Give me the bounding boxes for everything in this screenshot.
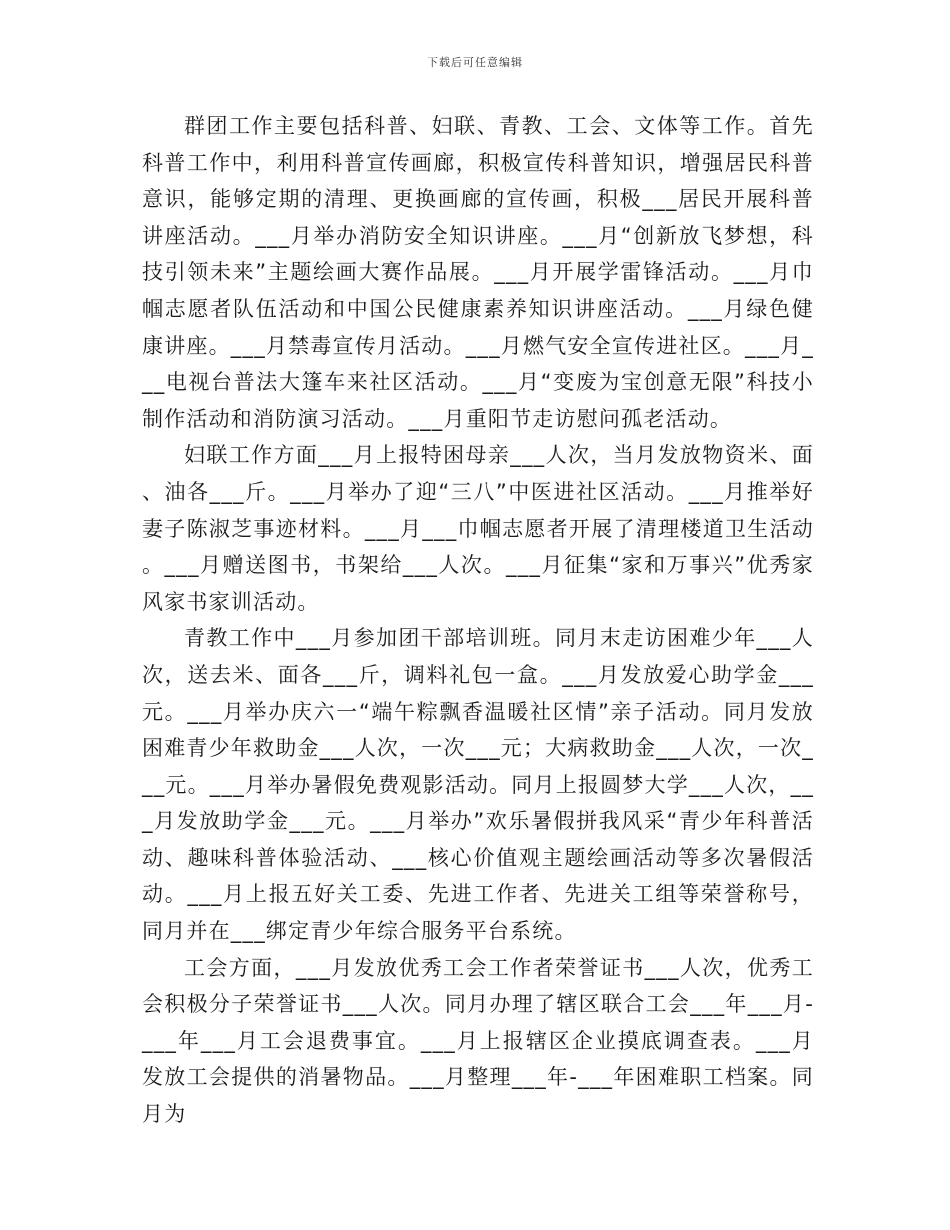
paragraph-youth-education: 青教工作中___月参加团干部培训班。同月末走访困难少年___人次，送去米、面各___斤，调料礼包一盒。___月发放爱心助学金___元。___月举办庆六一“端午粽飘香温暖社区情”亲子活动。同月发放困难青少年救助金___人次，一次___元；大病救助金___人次，一次___元。___月举办暑假免费观影活动。同月上报圆梦大学___人次，___月发放助学金___元。___月举办”欢乐暑假拼我风采“青少年科普活动、趣味科普体验活动、___核心价值观主题绘画活动等多次暑假活动。___月上报五好关工委、先进工作者、先进关工组等荣誉称号，同月并在___绑定青少年综合服务平台系统。 [142, 626, 814, 944]
paragraph-womens-federation: 妇联工作方面___月上报特困母亲___人次，当月发放物资米、面、油各___斤。___月举办了迎“三八”中医进社区活动。___月推举好妻子陈淑芝事迹材料。___月___巾帼志愿者开展了清理楼道卫生活动。___月赠送图书，书架给___人次。___月征集“家和万事兴”优秀家风家书家训活动。 [142, 443, 814, 614]
document-body [142, 108, 814, 1133]
page-header-note: 下载后可任意编辑 [427, 56, 523, 69]
paragraph-trade-union: 工会方面，___月发放优秀工会工作者荣誉证书___人次，优秀工会积极分子荣誉证书___人次。同月办理了辖区联合工会___年___月-___年___月工会退费事宜。___月上报辖区企业摸底调查表。___月发放工会提供的消暑物品。___月整理___年-___年困难职工档案。同月为 [142, 955, 814, 1127]
paragraph-science: 群团工作主要包括科普、妇联、青教、工会、文体等工作。首先科普工作中，利用科普宣传画廊，积极宣传科普知识，增强居民科普意识，能够定期的清理、更换画廊的宣传画，积极___居民开展科普讲座活动。___月举办消防安全知识讲座。___月“创新放飞梦想，科技引领未来”主题绘画大赛作品展。___月开展学雷锋活动。___月巾帼志愿者队伍活动和中国公民健康素养知识讲座活动。___月绿色健康讲座。___月禁毒宣传月活动。___月燃气安全宣传进社区。___月___电视台普法大篷车来社区活动。___月“变废为宝创意无限”科技小制作活动和消防演习活动。___月重阳节走访慰问孤老活动。 [142, 114, 814, 431]
